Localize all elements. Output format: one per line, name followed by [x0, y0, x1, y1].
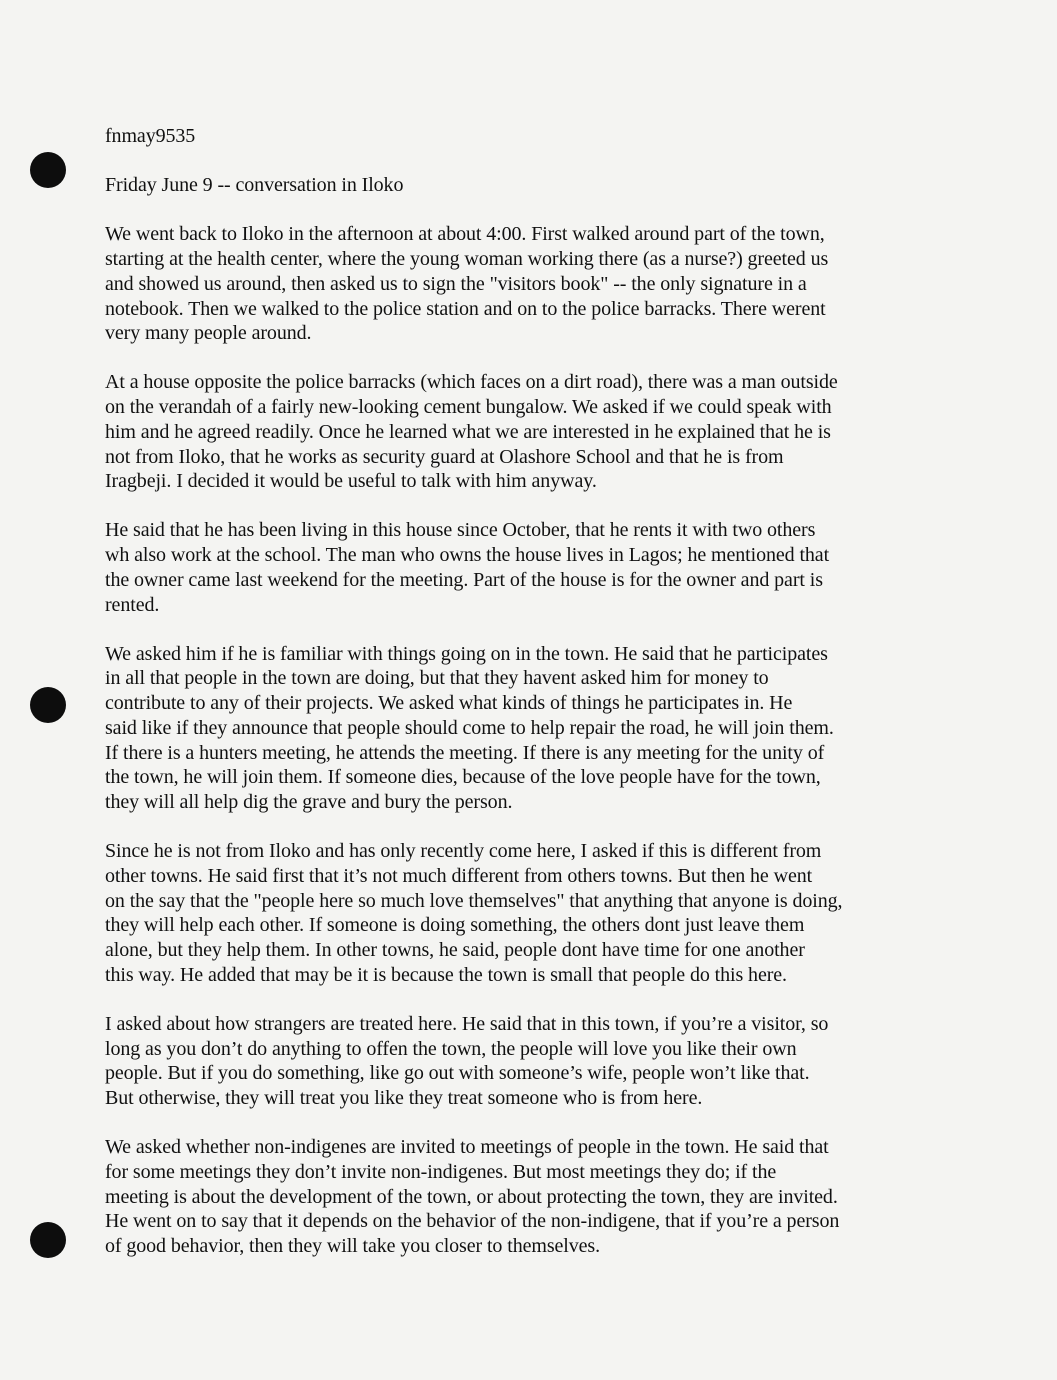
paragraph — [105, 370, 935, 494]
text-line: of good behavior, then they will take you closer to themselves. — [105, 1235, 600, 1258]
text-line: Since he is not from Iloko and has only recently come here, I asked if this is different from — [105, 840, 822, 863]
paragraph — [105, 839, 935, 987]
text-line: He said that he has been living in this house since October, that he rents it with two others — [105, 519, 816, 542]
text-line: on the verandah of a fairly new-looking cement bungalow. We asked if we could speak with — [105, 396, 832, 419]
text-line: and showed us around, then asked us to sign the "visitors book" -- the only signature in a — [105, 272, 807, 295]
text-line: people. But if you do something, like go out with someone’s wife, people won’t like that. — [105, 1062, 810, 1085]
text-line: they will help each other. If someone is doing something, the others dont just leave them — [105, 914, 805, 937]
text-line: him and he agreed readily. Once he learned what we are interested in he explained that he is — [105, 420, 831, 443]
text-line: long as you don’t do anything to offen the town, the people will love you like their own — [105, 1037, 797, 1060]
text-line: alone, but they help them. In other towns, he said, people dont have time for one another — [105, 938, 805, 961]
text-line: If there is a hunters meeting, he attends the meeting. If there is any meeting for the unity of — [105, 741, 825, 764]
text-line: wh also work at the school. The man who owns the house lives in Lagos; he mentioned that — [105, 544, 830, 567]
text-line: We asked whether non-indigenes are invited to meetings of people in the town. He said that — [105, 1136, 829, 1159]
text-line: this way. He added that may be it is because the town is small that people do this here. — [105, 963, 787, 986]
text-line: But otherwise, they will treat you like they treat someone who is from here. — [105, 1087, 703, 1109]
paragraph — [105, 518, 935, 617]
text-line: rented. — [105, 593, 160, 616]
text-line: We went back to Iloko in the afternoon at about 4:00. First walked around part of the town, — [105, 223, 825, 246]
text-line: very many people around. — [105, 322, 312, 345]
text-line: starting at the health center, where the young woman working there (as a nurse?) greeted us — [105, 248, 829, 271]
paragraph — [105, 1135, 935, 1259]
text-line: contribute to any of their projects. We asked what kinds of things he participates in. He — [105, 692, 793, 715]
text-line: Iragbeji. I decided it would be useful to talk with him anyway. — [105, 470, 597, 493]
text-line: said like if they announce that people should come to help repair the road, he will join them. — [105, 716, 834, 739]
paragraphs — [105, 222, 935, 1258]
text-line: notebook. Then we walked to the police station and on to the police barracks. There werent — [105, 297, 826, 320]
text-line: for some meetings they don’t invite non-indigenes. But most meetings they do; if the — [105, 1160, 777, 1183]
binder-hole-top — [30, 152, 66, 188]
text-line: He went on to say that it depends on the behavior of the non-indigene, that if you’re a person — [105, 1210, 840, 1233]
document-filename: fnmay9535 — [105, 125, 196, 147]
text-line: other towns. He said first that it’s not much different from others towns. But then he went — [105, 864, 813, 887]
binder-hole-bottom — [30, 1222, 66, 1258]
binder-hole-middle — [30, 687, 66, 723]
text-line: We asked him if he is familiar with things going on in the town. He said that he participates — [105, 642, 828, 665]
text-line: in all that people in the town are doing, but that they havent asked him for money to — [105, 667, 769, 690]
text-line: At a house opposite the police barracks (which faces on a dirt road), there was a man outside — [105, 371, 838, 394]
text-line: I asked about how strangers are treated here. He said that in this town, if you’re a visitor, so — [105, 1012, 829, 1035]
text-line: not from Iloko, that he works as security guard at Olashore School and that he is from — [105, 445, 784, 468]
text-line: on the say that the "people here so much love themselves" that anything that anyone is doing, — [105, 889, 843, 912]
text-line: the town, he will join them. If someone dies, because of the love people have for the town, — [105, 766, 821, 789]
paragraph — [105, 1012, 935, 1111]
document-heading: Friday June 9 -- conversation in Iloko — [105, 174, 404, 197]
text-line: they will all help dig the grave and bury the person. — [105, 790, 513, 813]
document-body — [105, 124, 935, 1283]
paragraph — [105, 642, 935, 815]
text-line: meeting is about the development of the town, or about protecting the town, they are invited. — [105, 1185, 838, 1208]
paragraph — [105, 222, 935, 346]
text-line: the owner came last weekend for the meeting. Part of the house is for the owner and part is — [105, 568, 823, 591]
